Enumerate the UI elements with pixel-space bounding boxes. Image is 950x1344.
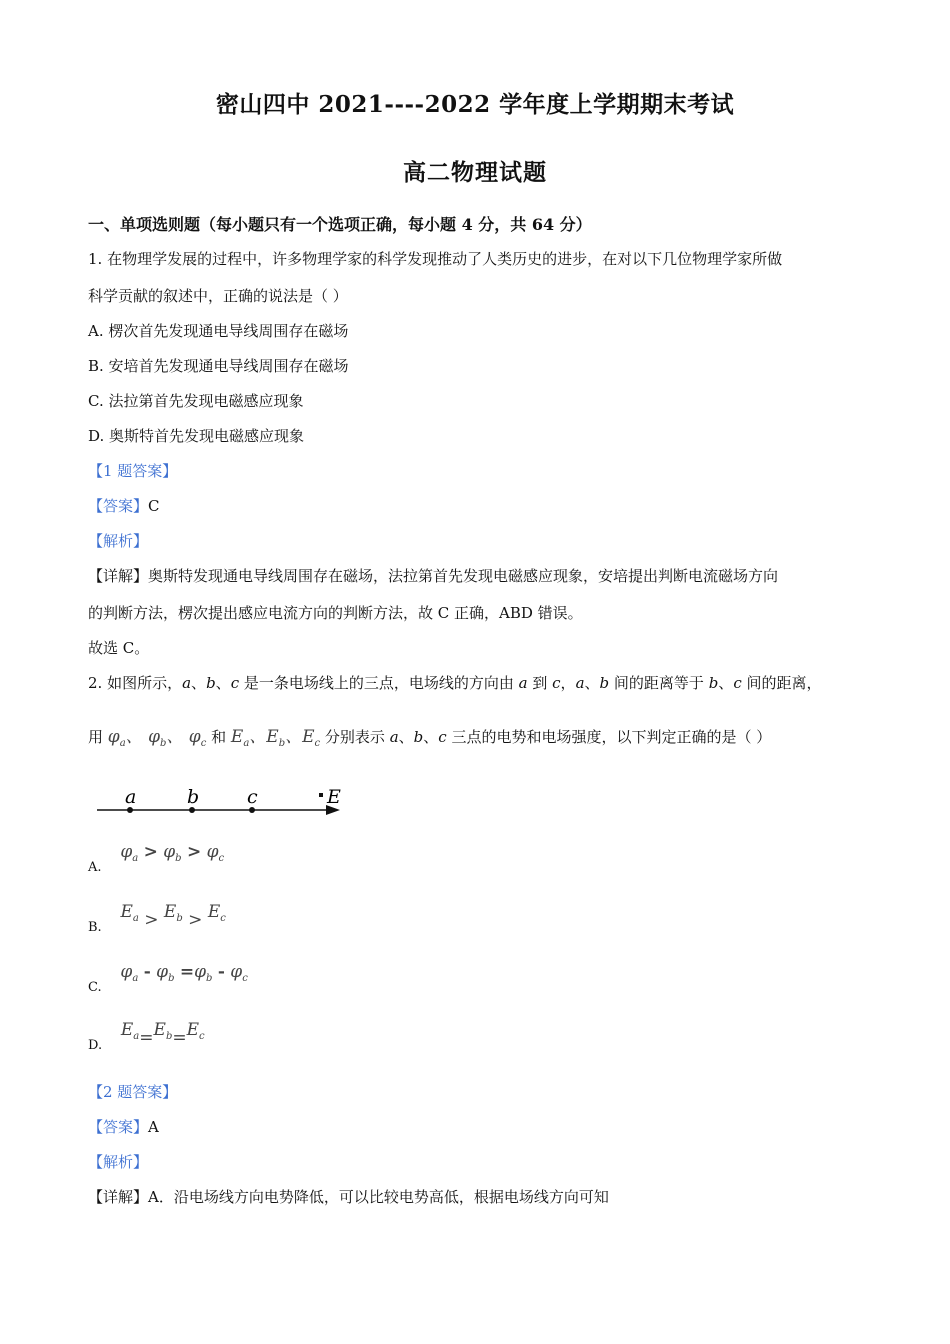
field-line-diagram (92, 784, 352, 824)
answer-value: A (148, 1118, 159, 1136)
q2-option-a: A. $\varphi_a > \varphi_b > \varphi_c$ (88, 842, 225, 875)
detail-tag: 【详解】 (88, 567, 149, 585)
q1-analysis-tag: 【解析】 (88, 532, 149, 550)
q1-detail-line1 (88, 565, 778, 586)
q2-stem-line1: 2. 如图所示，a、b、c 是一条电场线上的三点，电场线的方向由 a 到 c，a、b 间的距离等于 b、c 间的距离， (88, 674, 822, 692)
label-c: c (247, 786, 258, 808)
q1-option-b: B. 安培首先发现通电导线周围存在磁场 (88, 357, 349, 375)
label-a: a (125, 786, 137, 808)
field-symbols: $E_a$、$E_b$、$E_c$ (230, 727, 321, 749)
q1-stem-line1: 1. 在物理学发展的过程中，许多物理学家的科学发现推动了人类历史的进步，在对以下几位物理学家所做 (88, 250, 783, 268)
q1-stem-line2: 科学贡献的叙述中，正确的说法是（ ） (88, 287, 348, 305)
q2-option-d: D. $E_a=E_b=E_c$ (88, 1020, 205, 1053)
q2-detail-line1 (88, 1186, 609, 1207)
q2-answer (88, 1116, 159, 1137)
e-dot (319, 793, 323, 797)
q2-option-b: B. $E_a > E_b > E_c$ (88, 902, 226, 935)
detail-text: 奥斯特发现通电导线周围存在磁场，法拉第首先发现电磁感应现象，安培提出判断电流磁场方向 (148, 567, 779, 585)
q1-conclusion: 故选 C。 (88, 639, 150, 657)
detail-tag: 【详解】 (88, 1188, 149, 1206)
section-heading: 一、单项选则题（每小题只有一个选项正确，每小题 4 分，共 64 分） (88, 215, 592, 234)
answer-value: C (148, 497, 160, 515)
detail-text: A．沿电场线方向电势降低，可以比较电势高低，根据电场线方向可知 (148, 1188, 609, 1206)
potential-symbols: $\varphi_a$、 $\varphi_b$、 $\varphi_c$ (107, 727, 207, 749)
q1-option-a: A. 楞次首先发现通电导线周围存在磁场 (88, 322, 349, 340)
exam-title: 密山四中 2021----2022 学年度上学期期末考试 (215, 91, 735, 118)
label-e: E (327, 786, 341, 808)
q1-answer (88, 495, 160, 516)
answer-tag: 【答案】 (88, 1118, 149, 1136)
q2-analysis-tag: 【解析】 (88, 1153, 149, 1171)
q2-answer-header: 【2 题答案】 (88, 1083, 178, 1101)
q1-option-c: C. 法拉第首先发现电磁感应现象 (88, 392, 304, 410)
answer-tag: 【答案】 (88, 497, 149, 515)
exam-subtitle: 高二物理试题 (403, 159, 547, 186)
q1-detail-line2: 的判断方法，楞次提出感应电流方向的判断方法，故 C 正确，ABD 错误。 (88, 604, 583, 622)
q2-stem-line2: 用 $\varphi_a$、 $\varphi_b$、 $\varphi_c$ 和 $E_a$、$E_b$、$E_c$ 分别表示 a、b、c 三点的电势和电场强度，以下判定正确的是（ ） (88, 727, 772, 749)
q1-option-d: D. 奥斯特首先发现电磁感应现象 (88, 427, 305, 445)
q2-option-c: C. $\varphi_a - \varphi_b =\varphi_b - \varphi_c$ (88, 962, 248, 995)
q1-answer-header: 【1 题答案】 (88, 462, 178, 480)
label-b: b (187, 786, 200, 808)
